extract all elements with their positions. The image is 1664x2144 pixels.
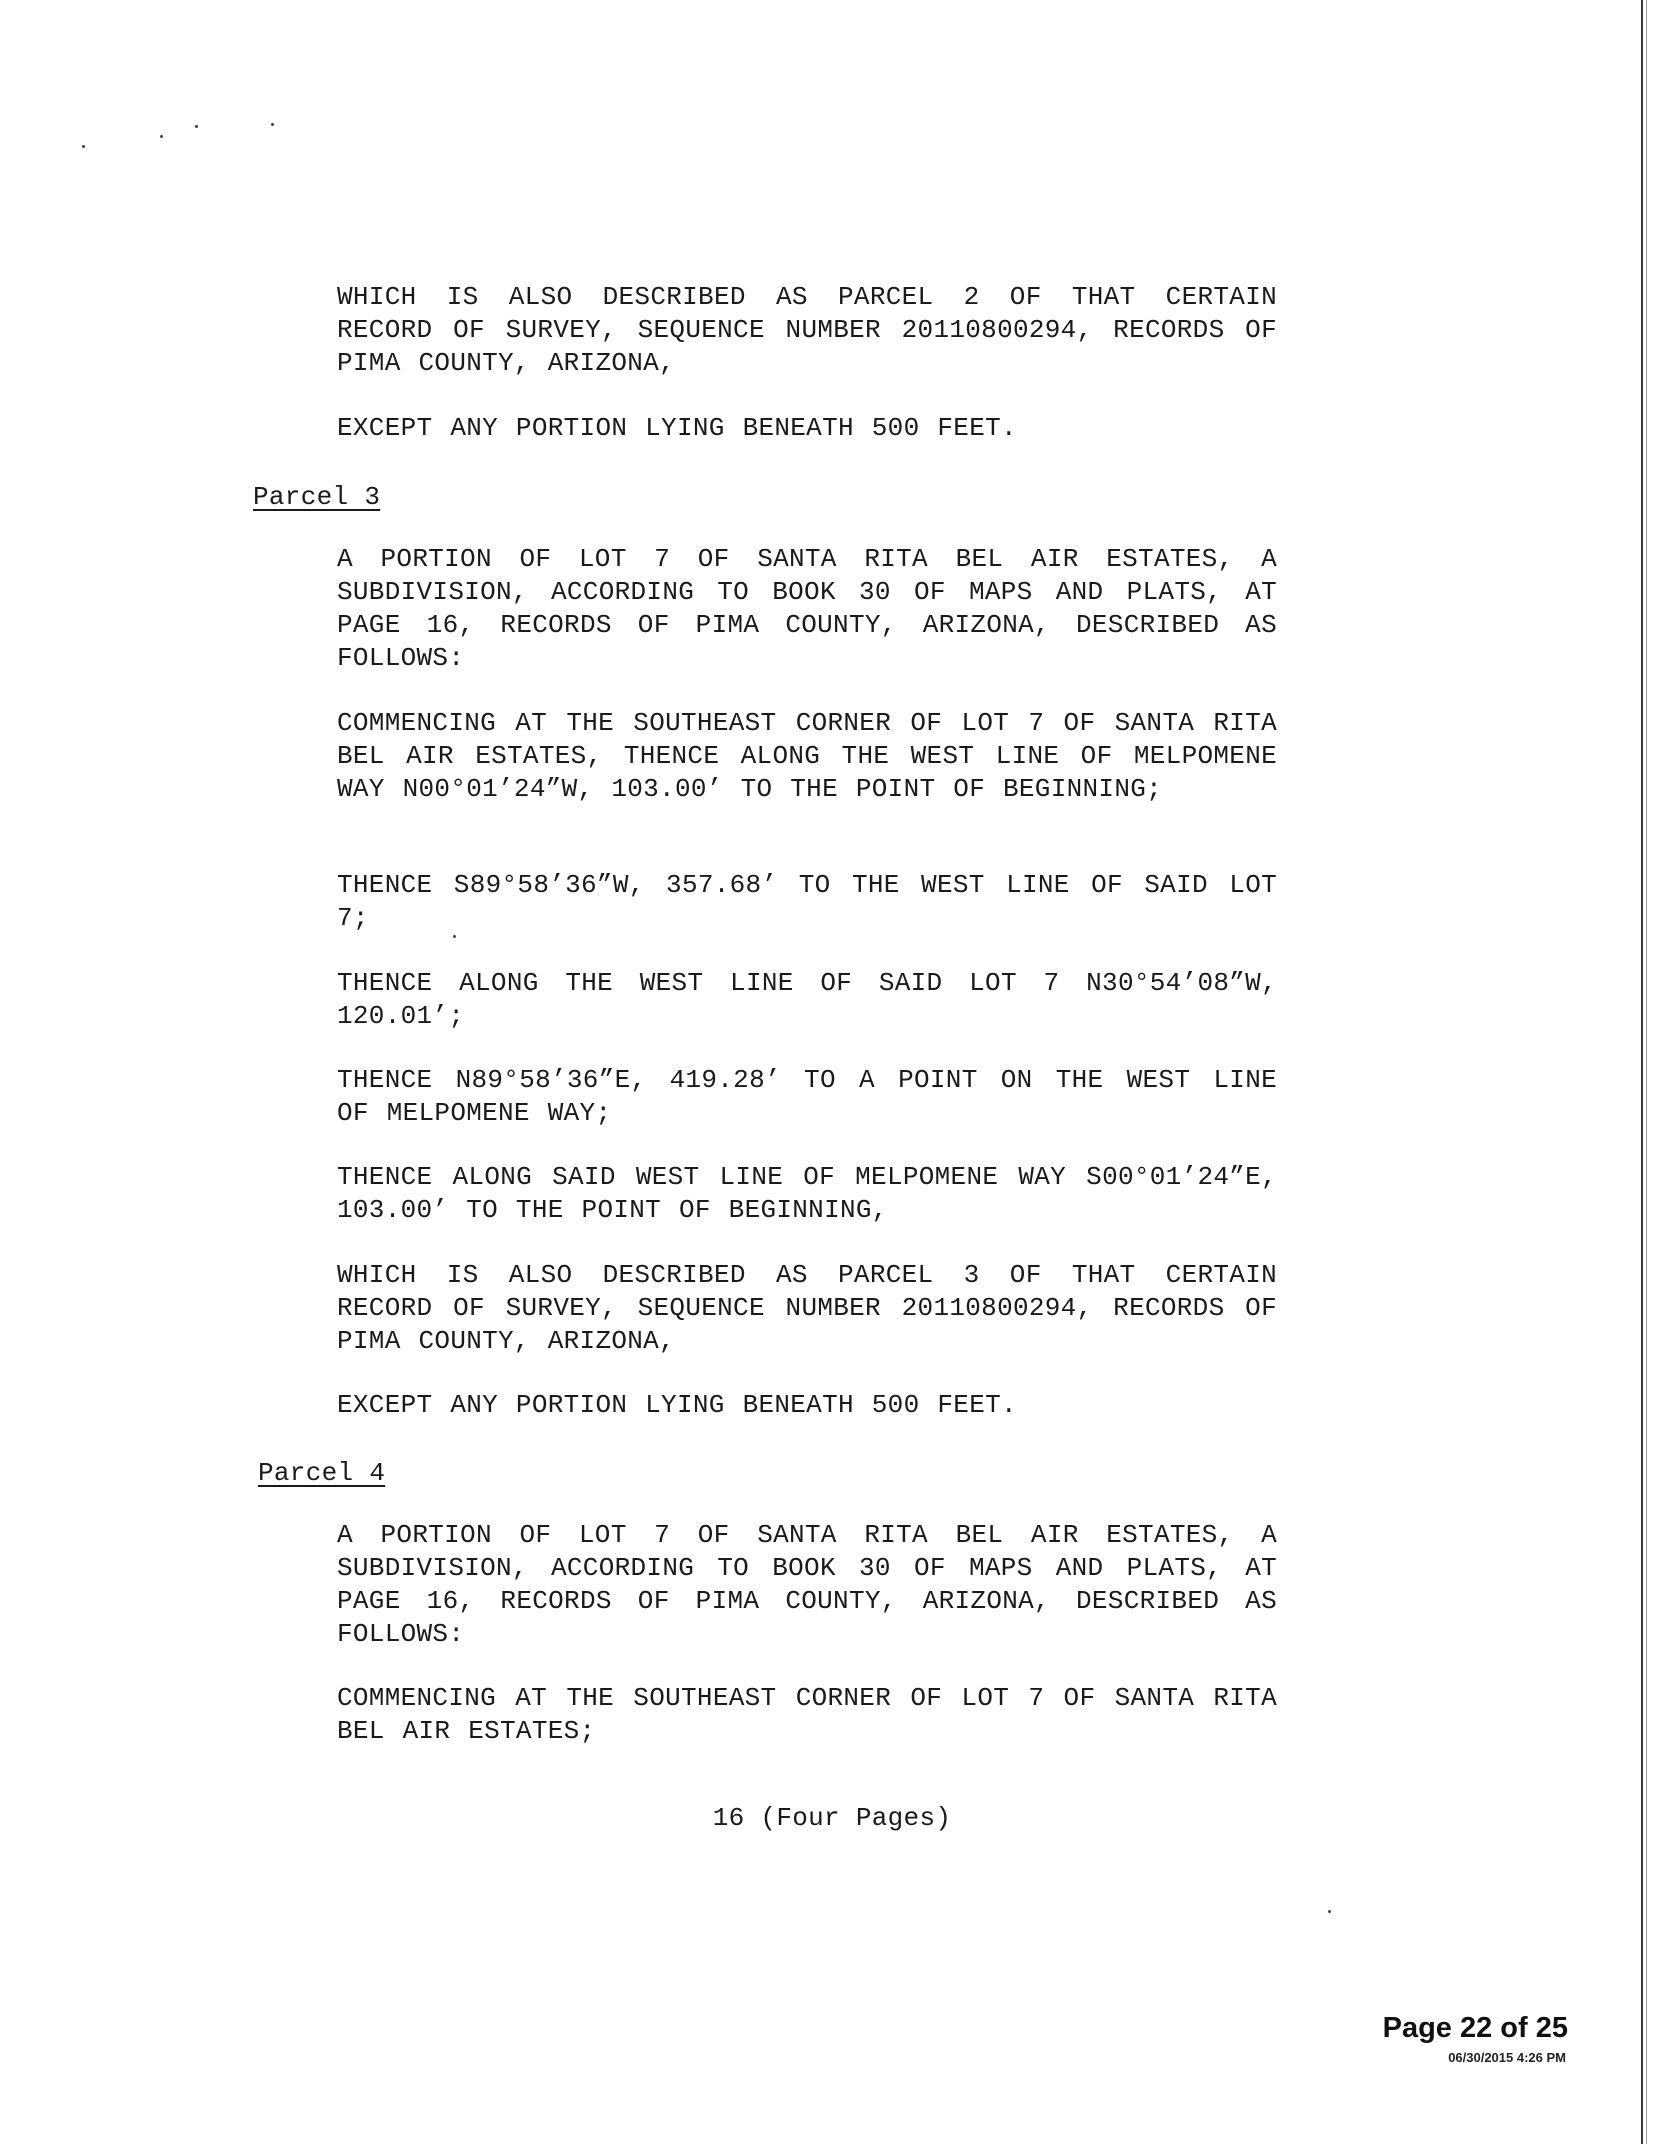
- paragraph-parcel3-thence-3: THENCE N89°58’36”E, 419.28’ TO A POINT ON THE WEST LINE OF MELPOMENE WAY;: [337, 1065, 1277, 1128]
- recording-timestamp: 06/30/2015 4:26 PM: [1448, 2050, 1566, 2065]
- paragraph-parcel3-thence-1: THENCE S89°58’36”W, 357.68’ TO THE WEST LINE OF SAID LOT 7;: [337, 870, 1277, 933]
- scan-speck: [195, 125, 198, 128]
- scan-speck: [160, 135, 163, 138]
- paragraph-parcel2-except: EXCEPT ANY PORTION LYING BENEATH 500 FEET.: [337, 413, 1017, 443]
- heading-parcel-4: Parcel 4: [258, 1458, 386, 1488]
- paragraph-parcel3-commencing: COMMENCING AT THE SOUTHEAST CORNER OF LOT 7 OF SANTA RITA BEL AIR ESTATES, THENCE ALONG THE WEST LINE OF MELPOMENE WAY N00°01’24”W, 103.00’ TO THE POINT OF BEGINNING;: [337, 708, 1277, 804]
- paragraph-parcel3-description: A PORTION OF LOT 7 OF SANTA RITA BEL AIR ESTATES, A SUBDIVISION, ACCORDING TO BOOK 30 OF MAPS AND PLATS, AT PAGE 16, RECORDS OF PIMA COUNTY, ARIZONA, DESCRIBED AS FOLLOWS:: [337, 544, 1277, 673]
- page-footer: 16 (Four Pages): [712, 1803, 952, 1833]
- paragraph-parcel3-thence-4: THENCE ALONG SAID WEST LINE OF MELPOMENE WAY S00°01’24”E, 103.00’ TO THE POINT OF BEGINNING,: [337, 1162, 1277, 1225]
- paragraph-parcel4-description: A PORTION OF LOT 7 OF SANTA RITA BEL AIR ESTATES, A SUBDIVISION, ACCORDING TO BOOK 30 OF MAPS AND PLATS, AT PAGE 16, RECORDS OF PIMA COUNTY, ARIZONA, DESCRIBED AS FOLLOWS:: [337, 1520, 1277, 1649]
- paragraph-parcel3-record: WHICH IS ALSO DESCRIBED AS PARCEL 3 OF THAT CERTAIN RECORD OF SURVEY, SEQUENCE NUMBER 20110800294, RECORDS OF PIMA COUNTY, ARIZONA,: [337, 1260, 1277, 1356]
- scan-speck: [82, 145, 85, 148]
- paragraph-parcel4-commencing: COMMENCING AT THE SOUTHEAST CORNER OF LOT 7 OF SANTA RITA BEL AIR ESTATES;: [337, 1683, 1277, 1746]
- recording-page-stamp: Page 22 of 25: [1382, 2012, 1568, 2044]
- paragraph-parcel2-record: WHICH IS ALSO DESCRIBED AS PARCEL 2 OF THAT CERTAIN RECORD OF SURVEY, SEQUENCE NUMBER 20110800294, RECORDS OF PIMA COUNTY, ARIZONA,: [337, 282, 1277, 378]
- paragraph-parcel3-except: EXCEPT ANY PORTION LYING BENEATH 500 FEET.: [337, 1390, 1017, 1420]
- scan-speck: [271, 123, 274, 126]
- scan-speck: [1328, 1910, 1331, 1913]
- heading-parcel-3: Parcel 3: [253, 482, 381, 512]
- paragraph-parcel3-thence-2: THENCE ALONG THE WEST LINE OF SAID LOT 7 N30°54’08”W, 120.01’;: [337, 968, 1277, 1031]
- scan-speck: [453, 935, 456, 938]
